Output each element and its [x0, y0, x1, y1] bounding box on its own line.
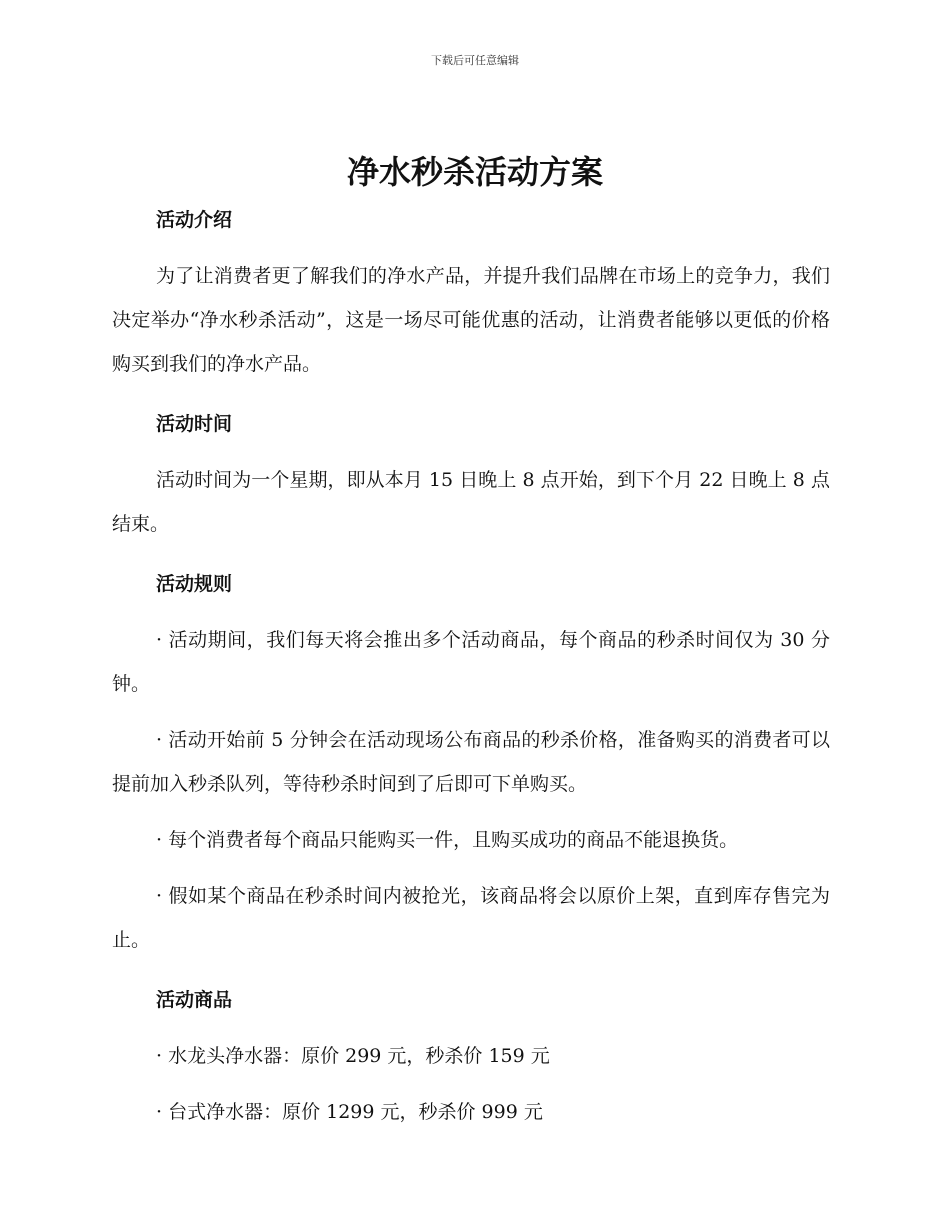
document-title: 净水秒杀活动方案	[346, 153, 603, 191]
product-item: · 台式净水器：原价 1299 元，秒杀价 999 元	[156, 1101, 543, 1123]
document-body	[112, 206, 830, 1134]
product-item: · 水龙头净水器：原价 299 元，秒杀价 159 元	[156, 1045, 550, 1067]
rule-item: · 假如某个商品在秒杀时间内被抢光，该商品将会以原价上架，直到库存售完为止。	[112, 885, 830, 951]
intro-paragraph: 为了让消费者更了解我们的净水产品，并提升我们品牌在市场上的竞争力，我们决定举办“净水秒杀活动”，这是一场尽可能优惠的活动，让消费者能够以更低的价格购买到我们的净水产品。	[112, 265, 830, 375]
rule-item: · 每个消费者每个商品只能购买一件，且购买成功的商品不能退换货。	[156, 829, 739, 851]
section-heading-intro: 活动介绍	[156, 209, 233, 231]
rule-item: · 活动开始前 5 分钟会在活动现场公布商品的秒杀价格，准备购买的消费者可以提前加入秒杀队列，等待秒杀时间到了后即可下单购买。	[112, 729, 830, 795]
page-header-note: 下载后可任意编辑	[431, 54, 519, 67]
section-heading-rules: 活动规则	[156, 573, 233, 595]
section-heading-time: 活动时间	[156, 413, 233, 435]
section-heading-products: 活动商品	[156, 989, 233, 1011]
rule-item: · 活动期间，我们每天将会推出多个活动商品，每个商品的秒杀时间仅为 30 分钟。	[112, 629, 830, 695]
time-paragraph: 活动时间为一个星期，即从本月 15 日晚上 8 点开始，到下个月 22 日晚上 8 点结束。	[112, 469, 830, 535]
